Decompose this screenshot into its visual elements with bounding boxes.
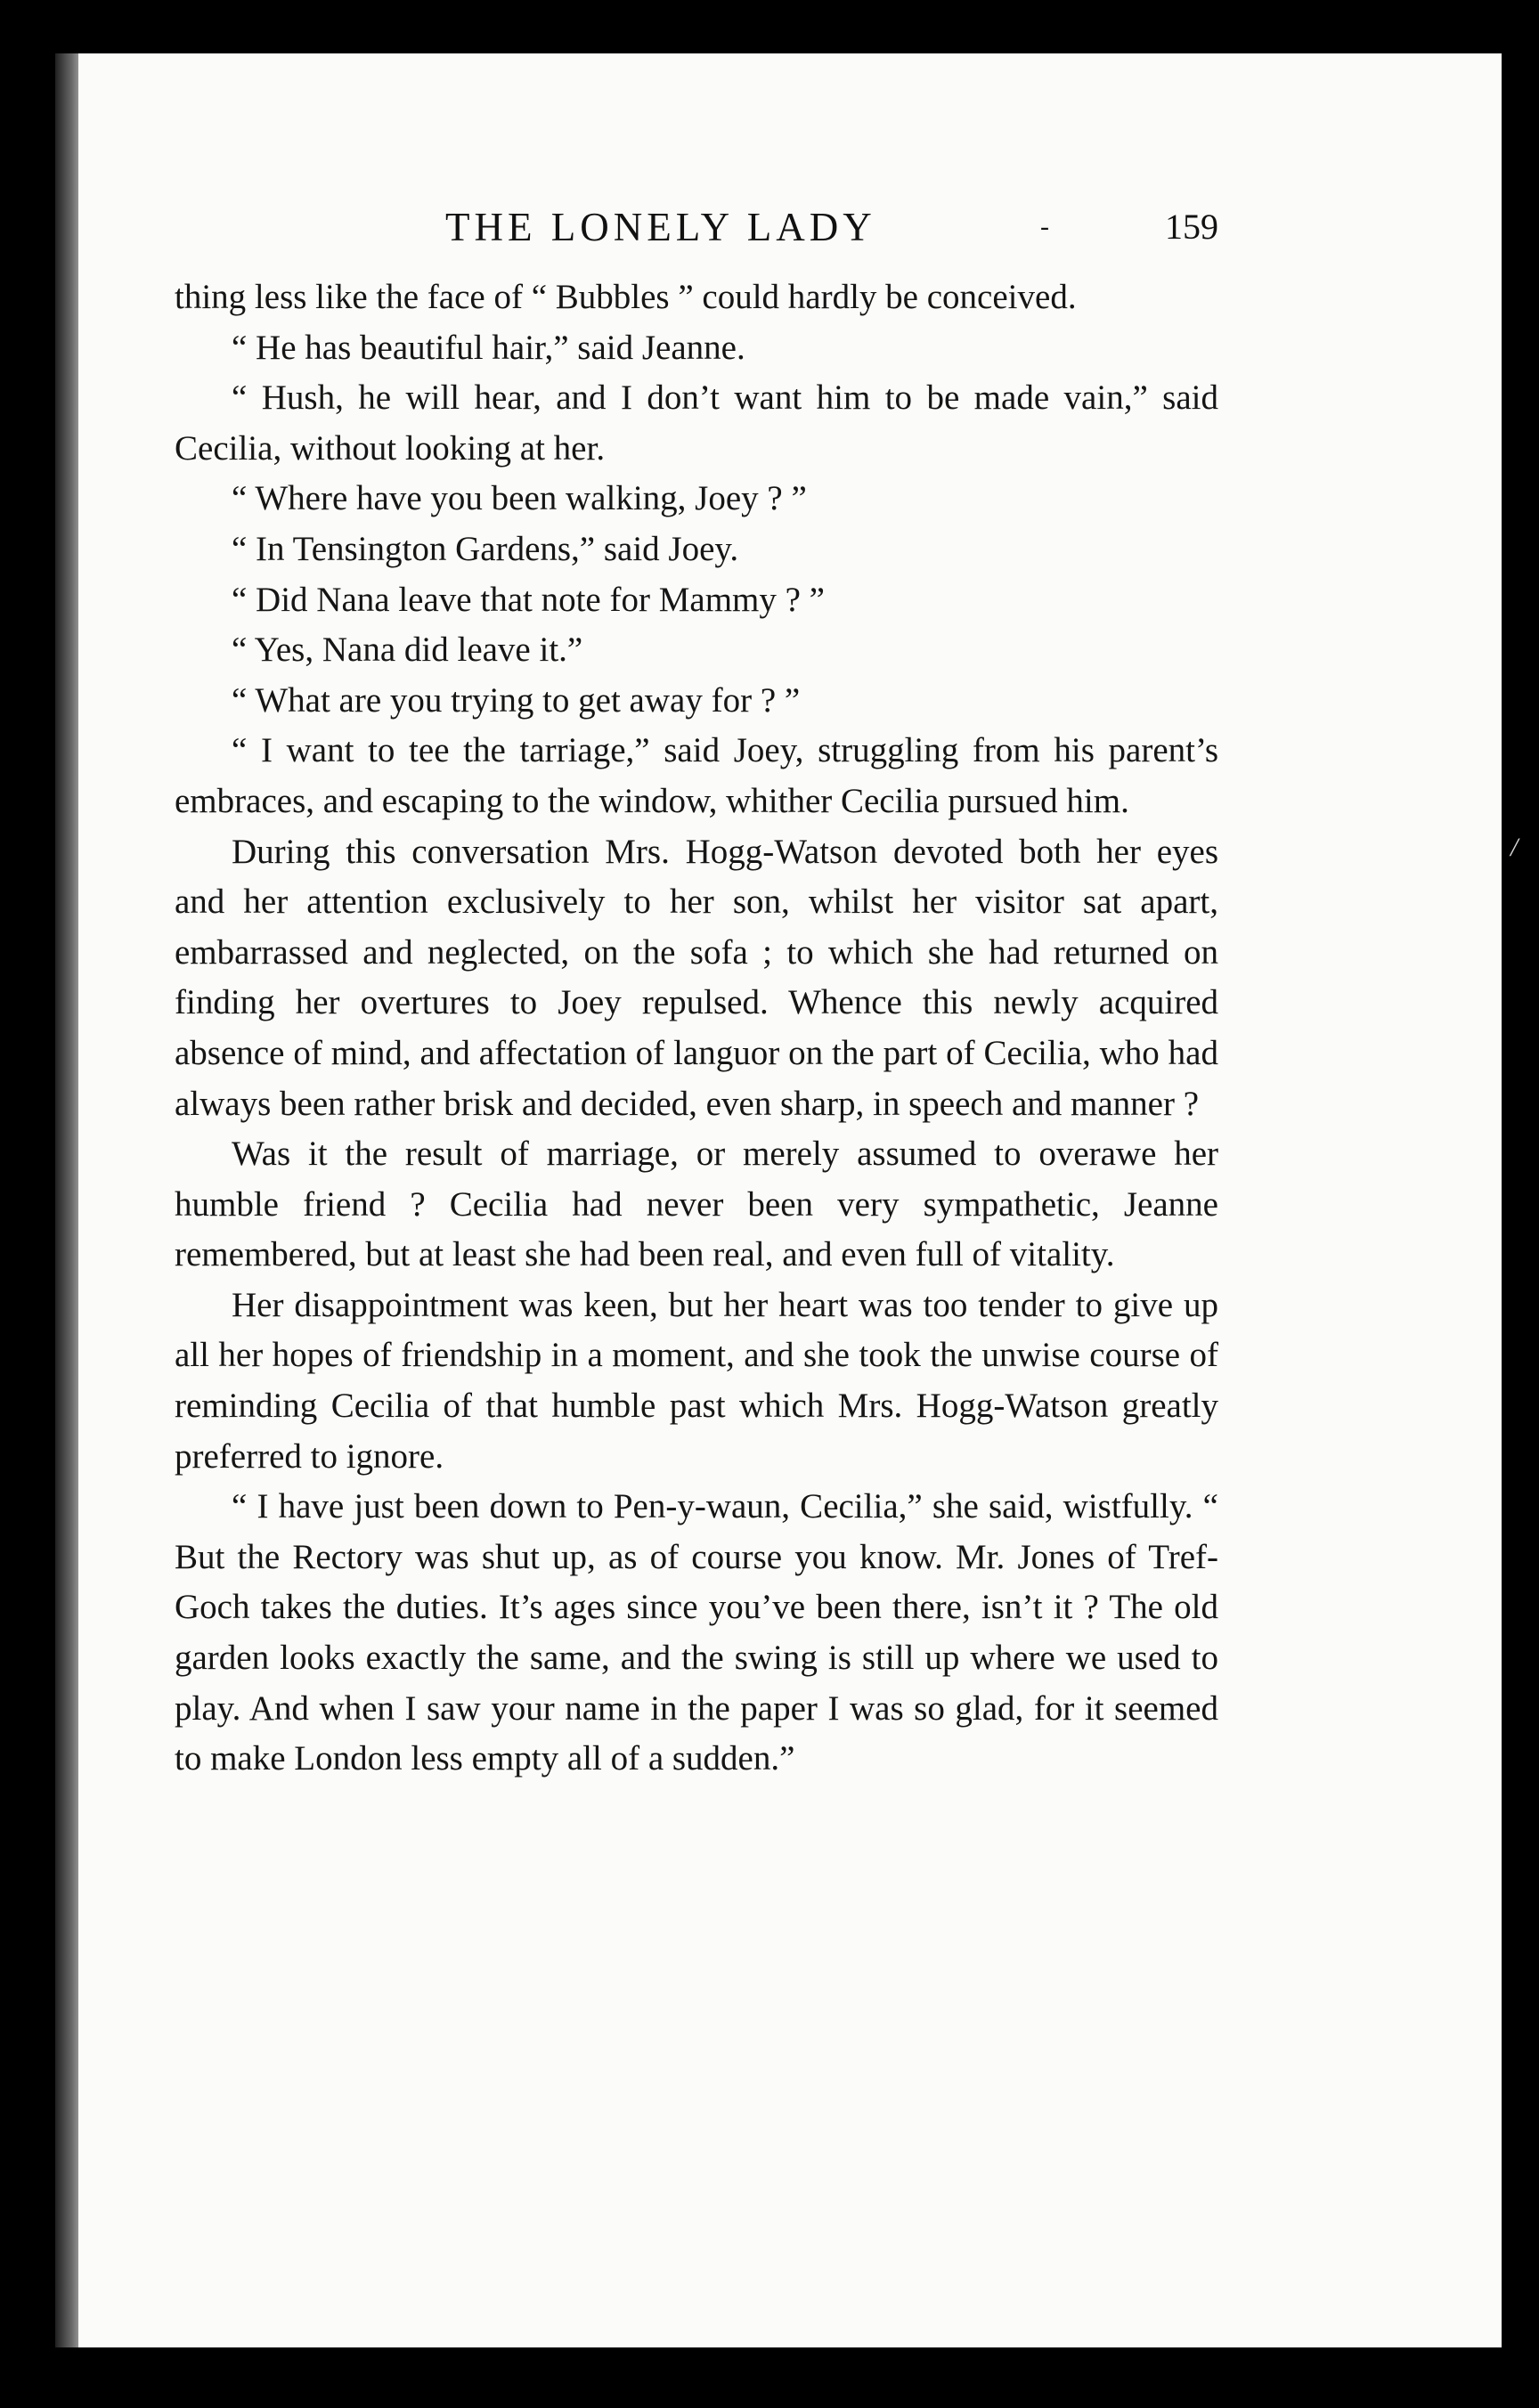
paragraph: “ Where have you been walking, Joey ? ” xyxy=(232,479,807,518)
paragraph-continuation: thing less like the face of “ Bubbles ” could hardly be conceived. xyxy=(175,278,1077,316)
paragraph: “ What are you trying to get away for ? ” xyxy=(232,680,801,720)
paragraph: “ In Tensington Gardens,” said Joey. xyxy=(232,529,739,568)
running-header xyxy=(445,200,1229,254)
paragraph: “ Hush, he will hear, and I don’t want him to be made vain,” said Cecilia, without looking at her. xyxy=(175,378,1218,468)
header-separator: - xyxy=(1040,212,1049,241)
margin-mark: / xyxy=(1510,833,1519,862)
paragraph: “ I have just been down to Pen-y-waun, Cecilia,” she said, wistfully. “ But the Rectory was shut up, as of course you know. Mr. Jones of Tref-Goch takes the duties. It’s ages since you’ve been there, isn’t it ? The old garden looks exactly the same, and the swing is still up where we used to play. And when I saw your name in the paper I was so glad, for it seemed to make London less empty all of a sudden.” xyxy=(175,1487,1218,1778)
paragraph: “ I want to tee the tarriage,” said Joey, struggling from his parent’s embraces, and escaping to the window, whither Cecilia pursued him. xyxy=(175,731,1218,820)
page-number: 159 xyxy=(1165,207,1218,247)
paragraph: Her disappointment was keen, but her heart was too tender to give up all her hopes of friendship in a moment, and she took the unwise course of reminding Cecilia of that humble past which Mrs. Hogg-Watson greatly preferred to ignore. xyxy=(175,1285,1218,1476)
paragraph: During this conversation Mrs. Hogg-Watson devoted both her eyes and her attention exclusively to her son, whilst her visitor sat apart, embarrassed and neglected, on the sofa ; to which she had returned on finding her overtures to Joey repulsed. Whence this newly acquired absence of mind, and affectation of languor on the part of Cecilia, who had always been rather brisk and decided, even sharp, in speech and manner ? xyxy=(175,832,1218,1123)
paragraph: Was it the result of marriage, or merely assumed to overawe her humble friend ? Cecilia had never been very sympathetic, Jeanne remembered, but at least she had been real, and even full of vitality. xyxy=(175,1135,1218,1274)
paragraph: “ Yes, Nana did leave it.” xyxy=(232,630,583,670)
paragraph: “ Did Nana leave that note for Mammy ? ” xyxy=(232,580,825,619)
running-title: THE LONELY LADY xyxy=(445,205,876,249)
paragraph: “ He has beautiful hair,” said Jeanne. xyxy=(232,328,745,367)
body-text xyxy=(175,273,1218,1785)
